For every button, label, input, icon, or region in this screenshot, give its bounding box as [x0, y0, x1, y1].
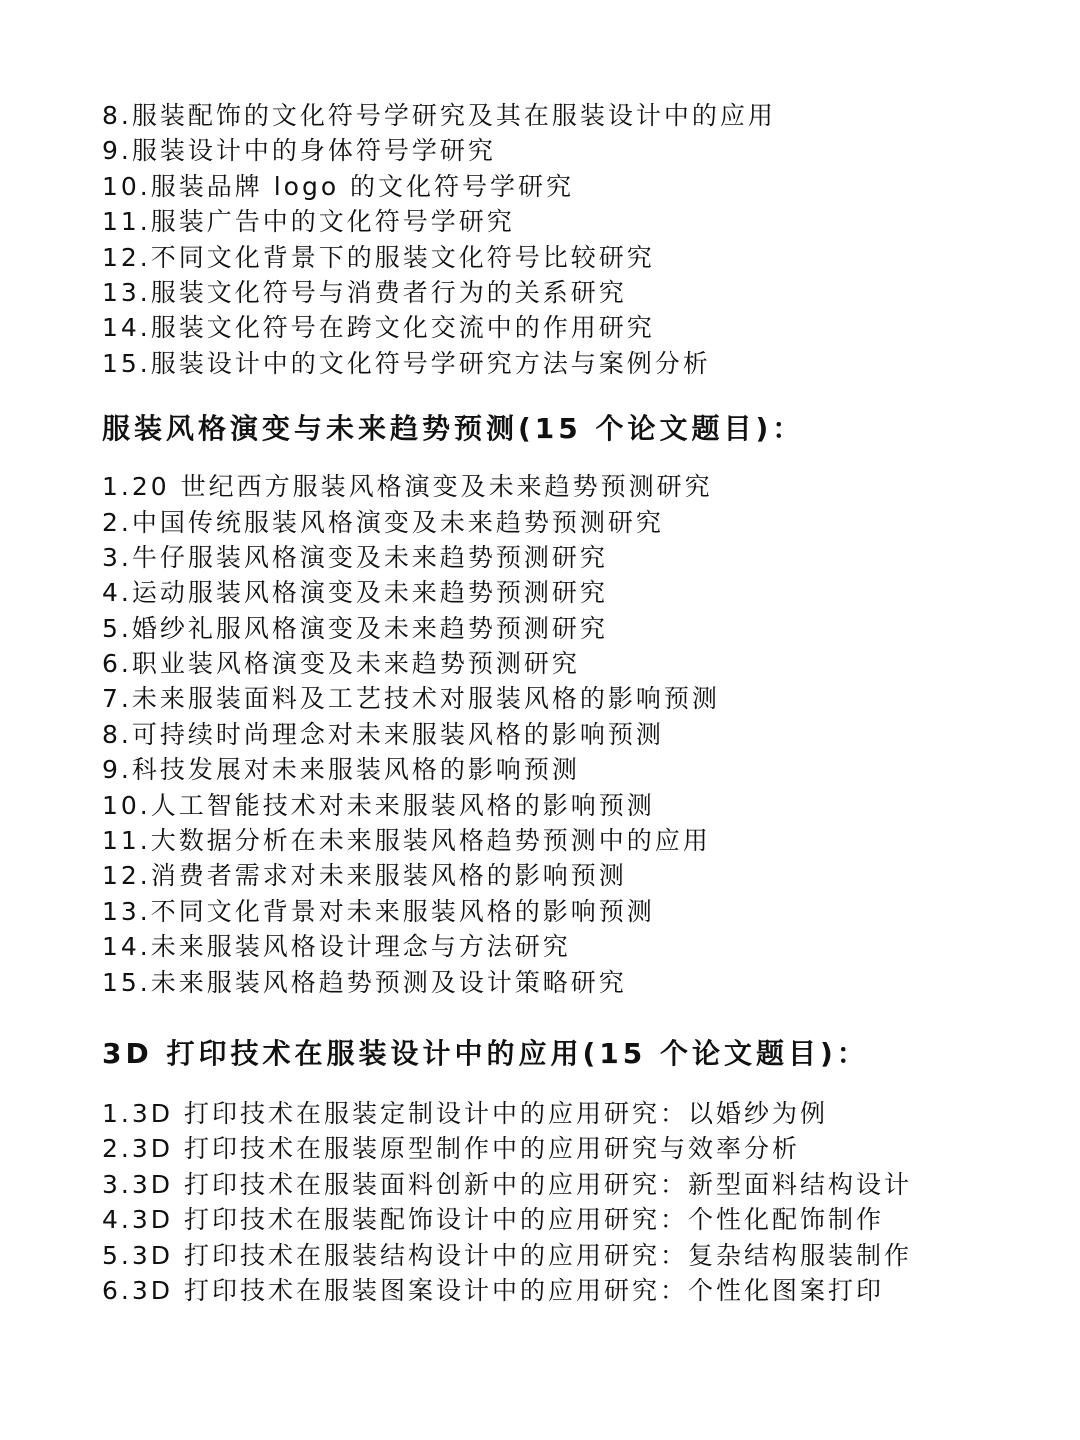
topic-list-semiotics	[102, 98, 1052, 381]
topic-list-style-evolution	[102, 469, 1052, 1000]
list-item: 5.婚纱礼服风格演变及未来趋势预测研究	[102, 613, 608, 643]
list-item: 3.3D 打印技术在服装面料创新中的应用研究：新型面料结构设计	[102, 1169, 912, 1199]
list-item: 9.科技发展对未来服装风格的影响预测	[102, 755, 580, 785]
list-item: 6.职业装风格演变及未来趋势预测研究	[102, 649, 580, 679]
list-item: 2.3D 打印技术在服装原型制作中的应用研究与效率分析	[102, 1134, 800, 1164]
list-item: 11.服装广告中的文化符号学研究	[102, 207, 515, 237]
list-item: 1.3D 打印技术在服装定制设计中的应用研究：以婚纱为例	[102, 1098, 828, 1128]
list-item: 15.未来服装风格趋势预测及设计策略研究	[102, 967, 627, 997]
list-item: 10.服装品牌 logo 的文化符号学研究	[102, 171, 575, 201]
list-item: 12.不同文化背景下的服装文化符号比较研究	[102, 242, 655, 272]
list-item: 13.不同文化背景对未来服装风格的影响预测	[102, 896, 655, 926]
list-item: 9.服装设计中的身体符号学研究	[102, 136, 496, 166]
document-page	[102, 98, 1052, 1308]
list-item: 8.服装配饰的文化符号学研究及其在服装设计中的应用	[102, 101, 776, 130]
list-item: 2.中国传统服装风格演变及未来趋势预测研究	[102, 507, 664, 537]
section-heading-style-evolution: 服装风格演变与未来趋势预测(15 个论文题目)：	[102, 412, 805, 446]
list-item: 6.3D 打印技术在服装图案设计中的应用研究：个性化图案打印	[102, 1275, 884, 1305]
topic-list-3d-printing	[102, 1096, 1052, 1308]
list-item: 15.服装设计中的文化符号学研究方法与案例分析	[102, 348, 711, 378]
list-item: 11.大数据分析在未来服装风格趋势预测中的应用	[102, 826, 711, 856]
section-heading-3d-printing: 3D 打印技术在服装设计中的应用(15 个论文题目)：	[102, 1036, 869, 1070]
list-item: 7.未来服装面料及工艺技术对服装风格的影响预测	[102, 684, 720, 714]
list-item: 14.服装文化符号在跨文化交流中的作用研究	[102, 313, 655, 343]
list-item: 4.3D 打印技术在服装配饰设计中的应用研究：个性化配饰制作	[102, 1205, 884, 1235]
list-item: 3.牛仔服装风格演变及未来趋势预测研究	[102, 542, 608, 572]
list-item: 4.运动服装风格演变及未来趋势预测研究	[102, 578, 608, 608]
list-item: 13.服装文化符号与消费者行为的关系研究	[102, 277, 627, 307]
list-item: 10.人工智能技术对未来服装风格的影响预测	[102, 790, 655, 820]
list-item: 8.可持续时尚理念对未来服装风格的影响预测	[102, 719, 664, 749]
list-item: 12.消费者需求对未来服装风格的影响预测	[102, 861, 627, 891]
list-item: 14.未来服装风格设计理念与方法研究	[102, 932, 571, 962]
list-item: 5.3D 打印技术在服装结构设计中的应用研究：复杂结构服装制作	[102, 1240, 912, 1270]
list-item: 1.20 世纪西方服装风格演变及未来趋势预测研究	[102, 472, 713, 502]
